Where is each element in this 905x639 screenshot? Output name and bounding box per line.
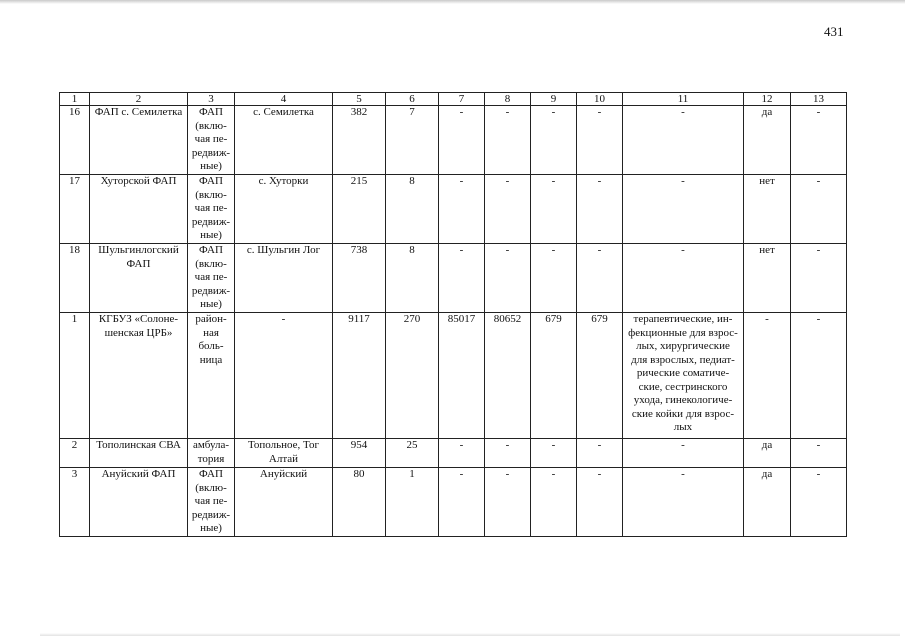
table-cell: - xyxy=(791,468,847,537)
table-cell: 18 xyxy=(60,244,90,313)
table-cell: ФАП (вклю- чая пе- редвиж- ные) xyxy=(188,244,235,313)
table-cell: - xyxy=(623,439,744,468)
table-cell: - xyxy=(439,468,485,537)
table-cell: 270 xyxy=(386,313,439,439)
table-cell: - xyxy=(439,106,485,175)
header-cell: 3 xyxy=(188,93,235,106)
header-cell: 2 xyxy=(90,93,188,106)
table-cell: - xyxy=(623,244,744,313)
table-cell: 8 xyxy=(386,175,439,244)
table-cell: - xyxy=(531,439,577,468)
table-cell: - xyxy=(531,468,577,537)
table-cell: - xyxy=(485,439,531,468)
table-cell: - xyxy=(791,244,847,313)
table-cell: Ануйский ФАП xyxy=(90,468,188,537)
header-cell: 13 xyxy=(791,93,847,106)
table-cell: район- ная боль- ница xyxy=(188,313,235,439)
table-cell: 9117 xyxy=(333,313,386,439)
header-cell: 7 xyxy=(439,93,485,106)
table-cell: 17 xyxy=(60,175,90,244)
table-row xyxy=(60,439,847,468)
header-cell: 11 xyxy=(623,93,744,106)
table-cell: КГБУЗ «Солоне- шенская ЦРБ» xyxy=(90,313,188,439)
table-cell: 16 xyxy=(60,106,90,175)
table-cell: ФАП (вклю- чая пе- редвиж- ные) xyxy=(188,468,235,537)
header-cell: 10 xyxy=(577,93,623,106)
table-row xyxy=(60,313,847,439)
scan-edge-bottom xyxy=(40,633,900,636)
table-cell: 80652 xyxy=(485,313,531,439)
table-cell: 25 xyxy=(386,439,439,468)
table-cell: 215 xyxy=(333,175,386,244)
header-cell: 12 xyxy=(744,93,791,106)
table-cell: терапевтические, ин- фекционные для взрос- лых, хирургические для взрослых, педиат- рические соматиче- ские, сестринского ухода, гинекологиче- ские койки для взрос- лых xyxy=(623,313,744,439)
header-cell: 8 xyxy=(485,93,531,106)
table-cell: - xyxy=(623,106,744,175)
table-cell: 679 xyxy=(531,313,577,439)
table-cell: ФАП с. Семилетка xyxy=(90,106,188,175)
table-cell: - xyxy=(577,468,623,537)
table-cell: 679 xyxy=(577,313,623,439)
table-cell: - xyxy=(791,313,847,439)
table-cell: - xyxy=(235,313,333,439)
table-cell: нет xyxy=(744,175,791,244)
table-cell: - xyxy=(439,439,485,468)
table-cell: 85017 xyxy=(439,313,485,439)
table-cell: - xyxy=(577,439,623,468)
table-cell: - xyxy=(791,106,847,175)
table-cell: - xyxy=(791,175,847,244)
table-cell: нет xyxy=(744,244,791,313)
table-header-row xyxy=(60,93,847,106)
table-cell: - xyxy=(439,244,485,313)
table-cell: с. Семилетка xyxy=(235,106,333,175)
table-cell: 8 xyxy=(386,244,439,313)
table-cell: да xyxy=(744,468,791,537)
table-cell: - xyxy=(439,175,485,244)
table-cell: - xyxy=(485,106,531,175)
header-cell: 5 xyxy=(333,93,386,106)
table-cell: 7 xyxy=(386,106,439,175)
table-cell: Шульгинлогский ФАП xyxy=(90,244,188,313)
table-cell: - xyxy=(791,439,847,468)
table-cell: с. Хуторки xyxy=(235,175,333,244)
table-cell: да xyxy=(744,106,791,175)
table-cell: амбула- тория xyxy=(188,439,235,468)
table-cell: ФАП (вклю- чая пе- редвиж- ные) xyxy=(188,175,235,244)
table-cell: 1 xyxy=(60,313,90,439)
table-cell: - xyxy=(577,175,623,244)
table-cell: - xyxy=(623,468,744,537)
table-cell: - xyxy=(485,468,531,537)
table-cell: Ануйский xyxy=(235,468,333,537)
table-cell: - xyxy=(577,244,623,313)
facilities-table xyxy=(59,92,847,537)
table-row xyxy=(60,106,847,175)
header-cell: 9 xyxy=(531,93,577,106)
table-row xyxy=(60,175,847,244)
table-cell: 382 xyxy=(333,106,386,175)
table-row xyxy=(60,244,847,313)
table-cell: 1 xyxy=(386,468,439,537)
table-cell: 2 xyxy=(60,439,90,468)
table-cell: - xyxy=(623,175,744,244)
table-row xyxy=(60,468,847,537)
table-cell: - xyxy=(485,175,531,244)
table-cell: с. Шульгин Лог xyxy=(235,244,333,313)
table-cell: ФАП (вклю- чая пе- редвиж- ные) xyxy=(188,106,235,175)
table-cell: Тополинская СВА xyxy=(90,439,188,468)
scan-edge-top xyxy=(0,0,905,4)
header-cell: 4 xyxy=(235,93,333,106)
header-cell: 1 xyxy=(60,93,90,106)
page-number: 431 xyxy=(824,24,844,39)
table-cell: Хуторской ФАП xyxy=(90,175,188,244)
table-cell: - xyxy=(531,175,577,244)
table-cell: 3 xyxy=(60,468,90,537)
table-cell: - xyxy=(531,106,577,175)
table-cell: 80 xyxy=(333,468,386,537)
table-cell: да xyxy=(744,439,791,468)
table-cell: - xyxy=(744,313,791,439)
table-cell: 954 xyxy=(333,439,386,468)
table-cell: 738 xyxy=(333,244,386,313)
table-cell: - xyxy=(485,244,531,313)
table-cell: Топольное, Тог Алтай xyxy=(235,439,333,468)
header-cell: 6 xyxy=(386,93,439,106)
table-cell: - xyxy=(577,106,623,175)
table-cell: - xyxy=(531,244,577,313)
